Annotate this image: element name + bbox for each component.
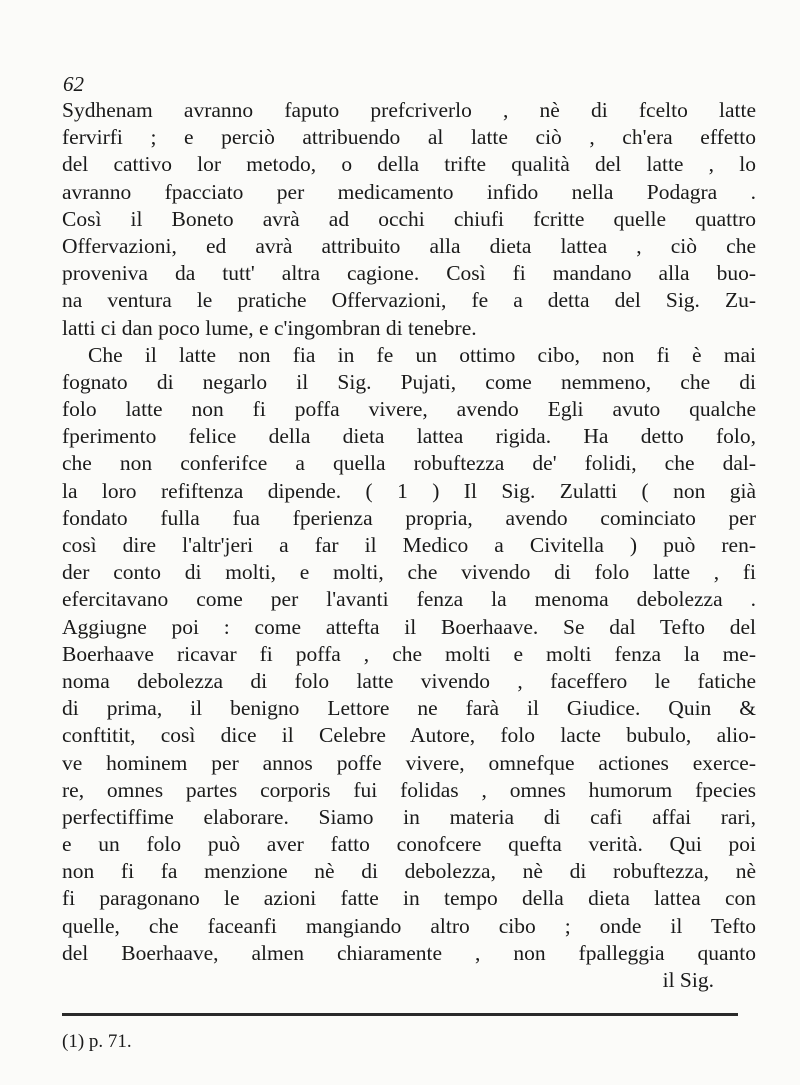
text-line: del cattivo lor metodo, o della trifte qualità del latte , lo (62, 152, 756, 177)
text-line: avranno fpacciato per medicamento infido nella Podagra . (62, 179, 756, 204)
text-line: noma debolezza di folo latte vivendo , faceffero le fatiche (62, 668, 756, 693)
text-line: Aggiugne poi : come attefta il Boerhaave. Se dal Tefto del (62, 614, 756, 639)
text-line: perfectiffime elaborare. Siamo in materia di cafi affai rari, (62, 804, 756, 829)
text-line: del Boerhaave, almen chiaramente , non fpalleggia quanto (62, 940, 756, 965)
text-line: efercitavano come per l'avanti fenza la menoma debolezza . (62, 587, 756, 612)
text-line: re, omnes partes corporis fui folidas , omnes humorum fpecies (62, 777, 756, 802)
text-line: fi paragonano le azioni fatte in tempo della dieta lattea con (62, 886, 756, 911)
text-line: fondato fulla fua fperienza propria, avendo cominciato per (62, 505, 756, 530)
text-line: der conto di molti, e molti, che vivendo di folo latte , fi (62, 560, 756, 585)
text-line: fperimento felice della dieta lattea rigida. Ha detto folo, (62, 424, 756, 449)
body-text (62, 97, 756, 994)
text-line: Che il latte non fia in fe un ottimo cibo, non fi è mai (88, 342, 756, 367)
text-line: Così il Boneto avrà ad occhi chiufi fcritte quelle quattro (62, 206, 756, 231)
text-line: che non conferifce a quella robuftezza de' folidi, che dal- (62, 451, 756, 476)
text-line: proveniva da tutt' altra cagione. Così fi mandano alla buo- (62, 261, 756, 286)
text-line: latti ci dan poco lume, e c'ingombran di tenebre. (62, 315, 477, 340)
text-line: quelle, che faceanfi mangiando altro cibo ; onde il Tefto (62, 913, 756, 938)
text-line: fervirfi ; e perciò attribuendo al latte ciò , ch'era effetto (62, 125, 756, 150)
catchword: il Sig. (662, 968, 714, 992)
text-line: folo latte non fi poffa vivere, avendo Egli avuto qualche (62, 397, 756, 422)
footnote-divider (62, 1013, 738, 1016)
text-line: na ventura le pratiche Offervazioni, fe a detta del Sig. Zu- (62, 288, 756, 313)
text-line: la loro refiftenza dipende. ( 1 ) Il Sig. Zulatti ( non già (62, 478, 756, 503)
text-line: Offervazioni, ed avrà attribuito alla dieta lattea , ciò che (62, 233, 756, 258)
text-line: Sydhenam avranno faputo prefcriverlo , nè di fcelto latte (62, 98, 756, 122)
footnote: (1) p. 71. (62, 1031, 132, 1052)
text-line: così dire l'altr'jeri a far il Medico a Civitella ) può ren- (62, 533, 756, 557)
text-line: conftitit, così dice il Celebre Autore, folo lacte bubulo, alio- (62, 723, 756, 748)
text-line: di prima, il benigno Lettore ne farà il Giudice. Quin & (62, 696, 756, 721)
text-line: Boerhaave ricavar fi poffa , che molti e molti fenza la me- (62, 641, 756, 666)
page-number: 62 (63, 72, 84, 96)
text-line: e un folo può aver fatto conofcere quefta verità. Qui poi (62, 832, 756, 857)
text-line: fognato di negarlo il Sig. Pujati, come nemmeno, che di (62, 369, 756, 394)
text-line: non fi fa menzione nè di debolezza, nè di robuftezza, nè (62, 859, 756, 884)
text-line: ve hominem per annos poffe vivere, omnefque actiones exerce- (62, 750, 756, 775)
